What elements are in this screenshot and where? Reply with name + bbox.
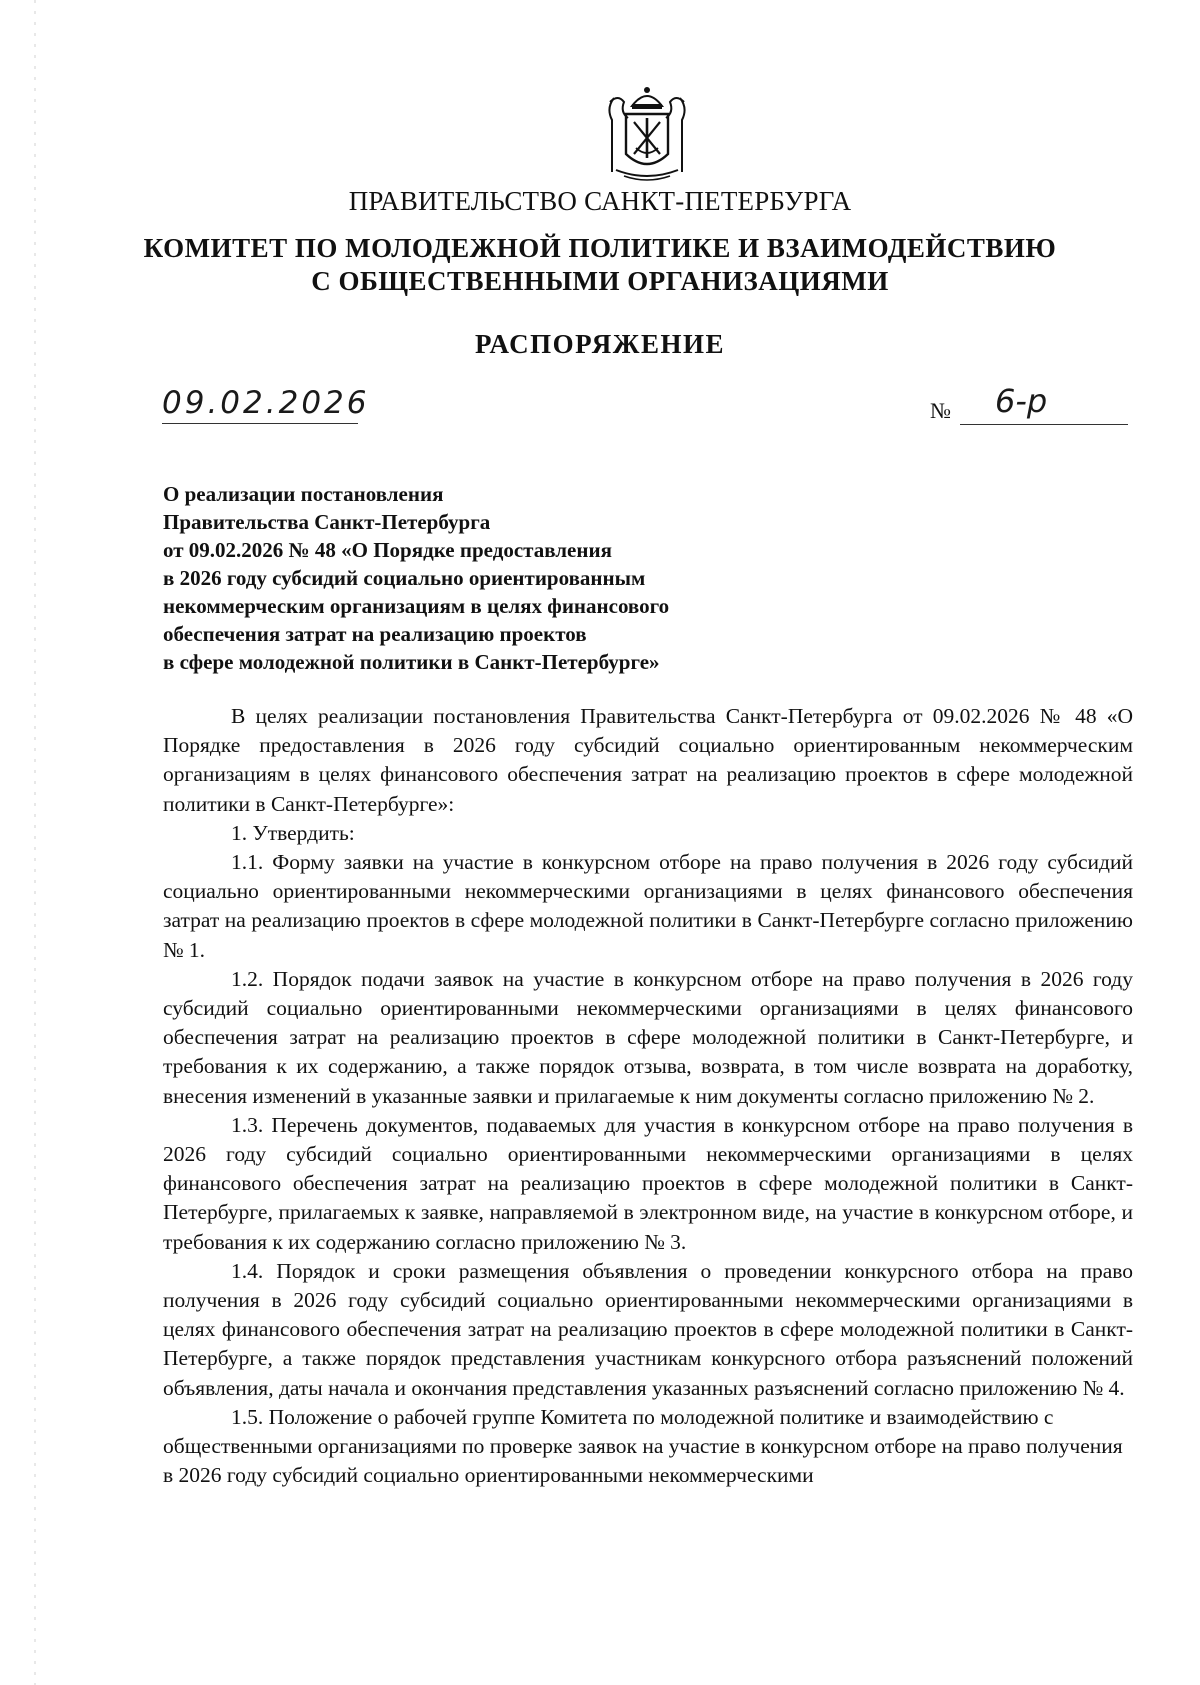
- clause-1: 1. Утвердить:: [231, 820, 355, 845]
- coat-of-arms-icon: [602, 84, 692, 184]
- clause-1-1: 1.1. Форму заявки на участие в конкурсном отборе на право получения в 2026 году субсидий социально ориентированными некоммерческими организациями в целях финансового обеспечения затрат на реализацию проектов в сфере молодежной политики в Санкт-Петербурге согласно приложению № 1.: [163, 850, 1133, 962]
- subject-line: некоммерческим организациям в целях финансового: [163, 594, 670, 618]
- subject-line: Правительства Санкт-Петербурга: [163, 510, 491, 534]
- date-underline: [162, 423, 358, 424]
- document-number: 6-р: [995, 382, 1048, 420]
- subject-line: обеспечения затрат на реализацию проектов: [163, 622, 587, 646]
- document-subject: [163, 480, 863, 676]
- number-sign: №: [930, 398, 951, 423]
- clause-1-5: 1.5. Положение о рабочей группе Комитета по молодежной политике и взаимодействию с общественными организациями по проверке заявок на участие в конкурсном отборе на право получения в 2026 году субсидий социально ориентированными некоммерческими: [163, 1404, 1123, 1488]
- document-body: [163, 702, 1133, 1490]
- committee-name: [0, 232, 1200, 298]
- subject-line: в сфере молодежной политики в Санкт-Петербурге»: [163, 650, 660, 674]
- document-type-title: РАСПОРЯЖЕНИЕ: [474, 329, 726, 359]
- clause-1-3: 1.3. Перечень документов, подаваемых для участия в конкурсном отборе на право получения в 2026 году субсидий социально ориентированными некоммерческими организациями в целях финансового обеспечения затрат на реализацию проектов в сфере молодежной политики в Санкт-Петербурге, прилагаемых к заявке, направляемой в электронном виде, на участие в конкурсном отборе, и требования к их содержанию согласно приложению № 3.: [163, 1112, 1133, 1254]
- clause-1-4: 1.4. Порядок и сроки размещения объявления о проведении конкурсного отбора на право получения в 2026 году субсидий социально ориентированными некоммерческими организациями в целях финансового обеспечения затрат на реализацию проектов в сфере молодежной политики в Санкт-Петербурге, а также порядок представления участникам конкурсного отбора разъяснений положений объявления, даты начала и окончания представления указанных разъяснений согласно приложению № 4.: [163, 1258, 1133, 1400]
- subject-line: О реализации постановления: [163, 482, 444, 506]
- document-date: 09.02.2026: [162, 385, 370, 421]
- government-name: ПРАВИТЕЛЬСТВО САНКТ-ПЕТЕРБУРГА: [348, 186, 852, 216]
- number-underline: [960, 424, 1128, 425]
- committee-name-line-2: С ОБЩЕСТВЕННЫМИ ОРГАНИЗАЦИЯМИ: [311, 266, 889, 296]
- preamble-paragraph: В целях реализации постановления Правительства Санкт-Петербурга от 09.02.2026 № 48 «О Порядке предоставления в 2026 году субсидий социально ориентированным некоммерческим организациям в целях финансового обеспечения затрат на реализацию проектов в сфере молодежной политики в Санкт-Петербурге»:: [163, 704, 1133, 816]
- subject-line: в 2026 году субсидий социально ориентированным: [163, 566, 646, 590]
- committee-name-line-1: КОМИТЕТ ПО МОЛОДЕЖНОЙ ПОЛИТИКЕ И ВЗАИМОДЕЙСТВИЮ: [143, 233, 1057, 263]
- clause-1-2: 1.2. Порядок подачи заявок на участие в конкурсном отборе на право получения в 2026 году субсидий социально ориентированными некоммерческими организациями в целях финансового обеспечения затрат на реализацию проектов в сфере молодежной политики в Санкт-Петербурге, и требования к их содержанию, а также порядок отзыва, возврата, в том числе возврата на доработку, внесения изменений в указанные заявки и прилагаемые к ним документы согласно приложению № 2.: [163, 966, 1133, 1108]
- subject-line: от 09.02.2026 № 48 «О Порядке предоставления: [163, 538, 612, 562]
